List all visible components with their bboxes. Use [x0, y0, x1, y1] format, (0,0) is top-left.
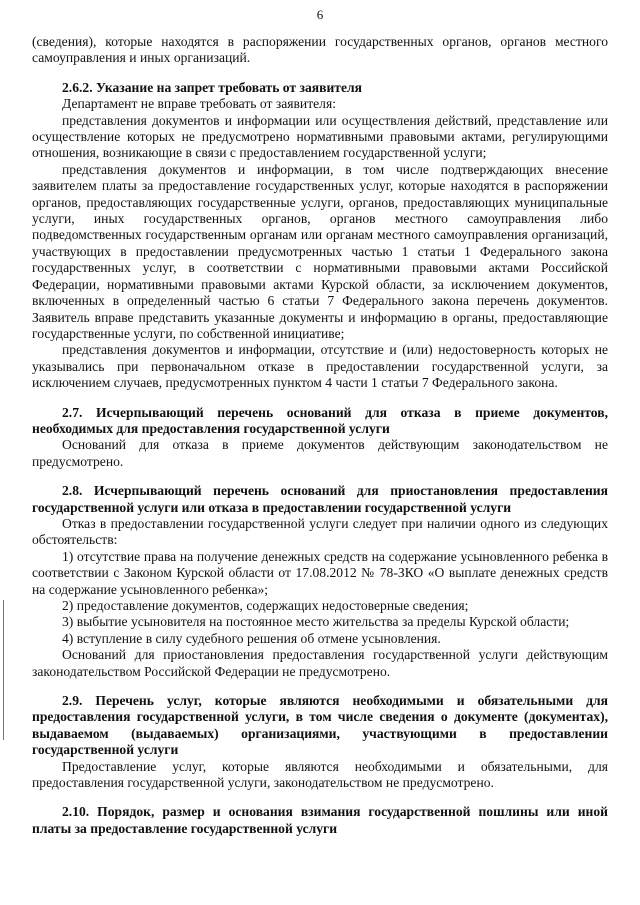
paragraph: Отказ в предоставлении государственной услуги следует при наличии одного из следующих обстоятельств: [32, 515, 608, 548]
paragraph: 3) выбытие усыновителя на постоянное место жительства за пределы Курской области; [62, 614, 570, 630]
section-spacer [32, 67, 608, 80]
section-heading: 2.10. Порядок, размер и основания взимания государственной пошлины или иной платы за предоставление государственной услуги [32, 804, 608, 836]
paragraph: 1) отсутствие права на получение денежных средств на содержание усыновленного ребенка в соответствии с Законом Курской области от 17.08.2012 № 78-ЗКО «О выплате денежных средств на содержание усыновленного ребенка»; [32, 548, 608, 597]
paragraph: Оснований для приостановления предоставления государственной услуги действующим законодательством Российской Федерации не предусмотрено. [32, 647, 608, 679]
section-heading: 2.6.2. Указание на запрет требовать от заявителя [62, 79, 362, 95]
page-number: 6 [316, 7, 324, 22]
section-spacer [32, 680, 608, 693]
section-heading: 2.7. Исчерпывающий перечень оснований для отказа в приеме документов, необходимых для предоставления государственной услуги [32, 404, 608, 436]
paragraph: 2) предоставление документов, содержащих недостоверные сведения; [62, 598, 469, 613]
document-body [32, 34, 608, 837]
paragraph: представления документов и информации, отсутствие и (или) недостоверность которых не указывались при первоначальном отказе в предоставлении государственной услуги, за исключением случаев, предусмотренных пунктом 4 части 1 статьи 7 Федерального закона. [32, 342, 608, 391]
section-spacer [32, 392, 608, 405]
paragraph: 4) вступление в силу судебного решения об отмене усыновления. [62, 630, 441, 646]
scan-edge-mark [3, 600, 4, 740]
paragraph: Оснований для отказа в приеме документов действующим законодательством не предусмотрено. [32, 437, 608, 469]
paragraph: представления документов и информации или осуществления действий, представление или осуществление которых не предусмотрено нормативными правовыми актами, регулирующими отношения, возникающие в связи с предоставлением государственной услуги; [32, 112, 608, 161]
section-spacer [32, 470, 608, 483]
section-heading: 2.8. Исчерпывающий перечень оснований для приостановления предоставления государственной услуги или отказа в предоставлении государственной услуги [32, 483, 608, 515]
section-spacer [32, 791, 608, 804]
paragraph: представления документов и информации, в том числе подтверждающих внесение заявителем платы за предоставление государственных услуг, которые находятся в распоряжении органов, предоставляющих государственные услуги, органов, предоставляющих муниципальные услуги, иных государственных органов, органов местного самоуправления либо подведомственных государственным органам или органам местного самоуправления организаций, участвующих в предоставлении предусмотренных частью 1 статьи 1 Федерального закона государственных услуг, в соответствии с нормативными правовыми актами Российской Федерации, нормативными правовыми актами Курской области, за исключением документов, включенных в определенный частью 6 статьи 7 Федерального закона перечень документов. Заявитель вправе представить указанные документы и информацию в органы, предоставляющие государственные услуги, по собственной инициативе; [32, 161, 608, 341]
paragraph: (сведения), которые находятся в распоряжении государственных органов, органов местного самоуправления и иных организаций. [32, 34, 608, 66]
section-heading: 2.9. Перечень услуг, которые являются необходимыми и обязательными для предоставления государственной услуги, в том числе сведения о документе (документах), выдаваемом (выдаваемых) организациями, участвующими в предоставлении государственной услуги [32, 693, 608, 758]
paragraph: Департамент не вправе требовать от заявителя: [62, 96, 336, 112]
paragraph: Предоставление услуг, которые являются необходимыми и обязательными, для предоставления государственной услуги, законодательством не предусмотрено. [32, 758, 608, 791]
